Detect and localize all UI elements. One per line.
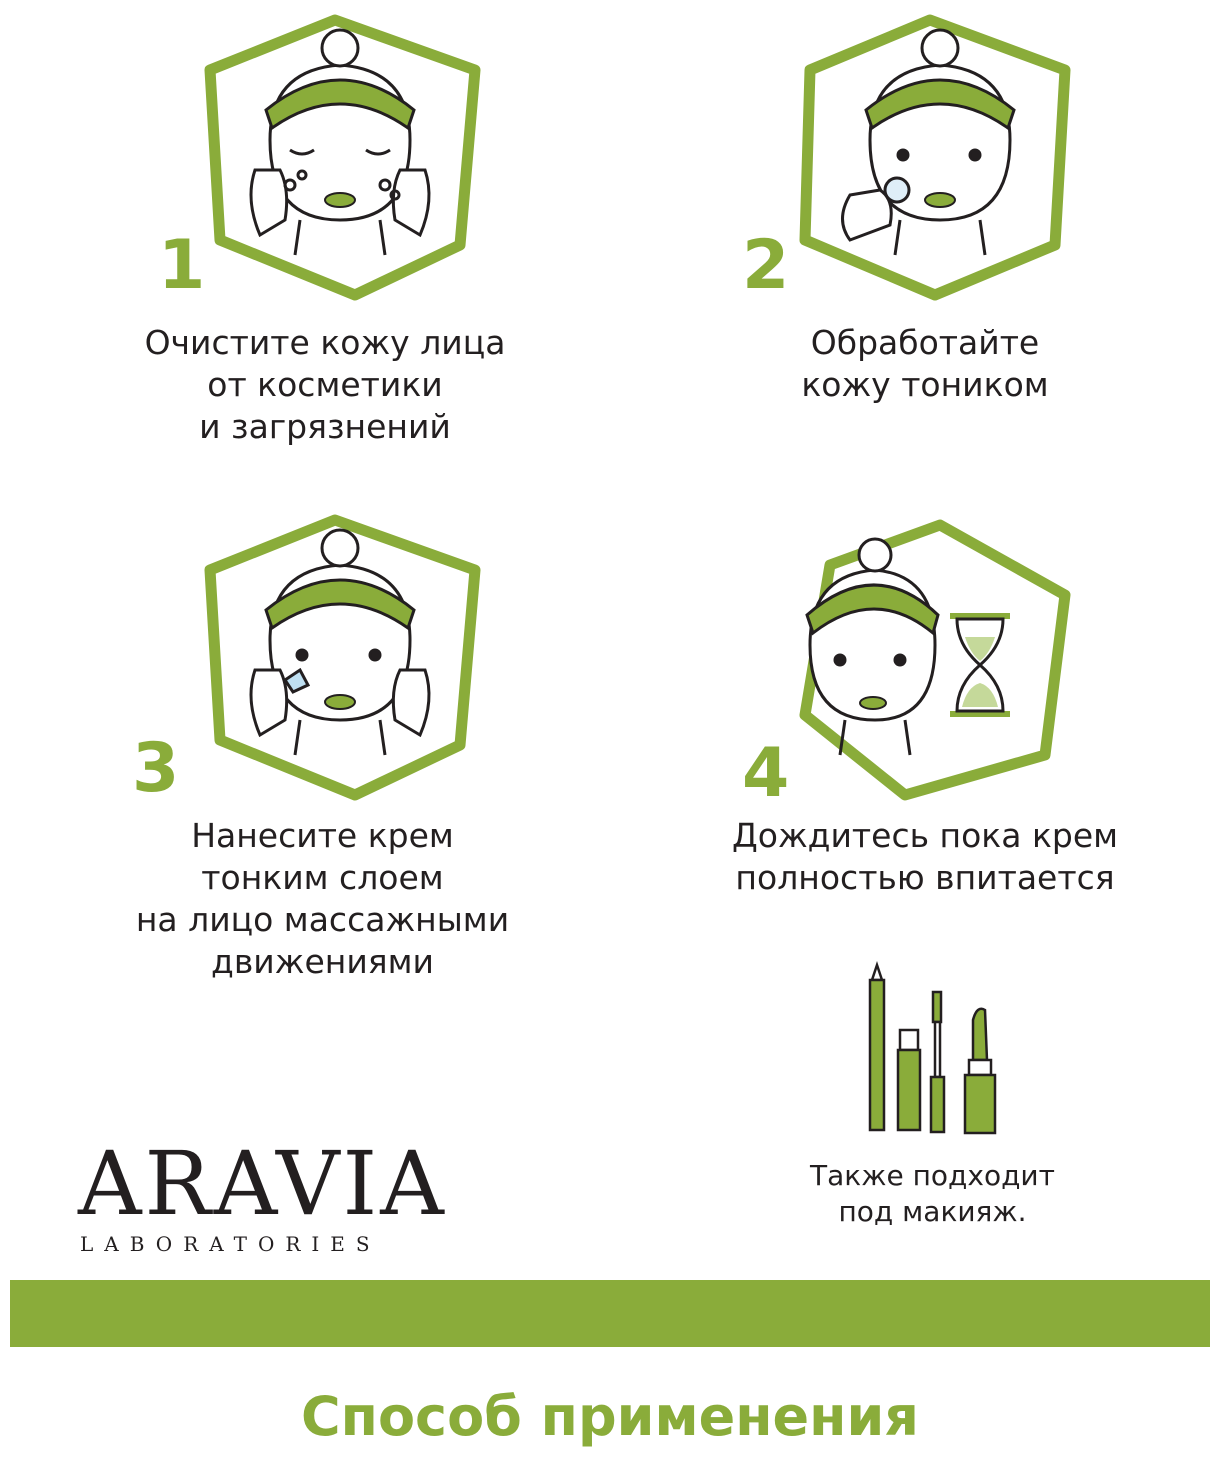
hourglass-icon [950, 613, 1010, 717]
brand-subtitle: LABORATORIES [80, 1232, 381, 1256]
brand-name: ARAVIA [78, 1132, 447, 1235]
step-4-illustration [785, 515, 1085, 815]
makeup-icon [855, 960, 1015, 1140]
makeup-text: Также подходит под макияж. [810, 1159, 1055, 1228]
green-band [10, 1280, 1210, 1347]
step-4-text: Дождитесь пока крем полностью впитается [731, 816, 1119, 897]
step-1-number: 1 [158, 226, 206, 305]
step-4-number: 4 [742, 734, 790, 813]
step-3-number: 3 [132, 729, 180, 808]
brand-logo [78, 1132, 447, 1256]
step-2-number: 2 [742, 226, 790, 305]
step-2-illustration [785, 10, 1085, 310]
step-3-illustration [190, 510, 490, 810]
step-1-text: Очистите кожу лица от косметики и загрязнений [144, 323, 506, 446]
step-3-text: Нанесите крем тонким слоем на лицо массажными движениями [135, 816, 510, 981]
step-1-illustration [190, 10, 490, 310]
step-2-text: Обработайте кожу тоником [801, 323, 1049, 404]
footer-title: Способ применения [301, 1385, 919, 1448]
